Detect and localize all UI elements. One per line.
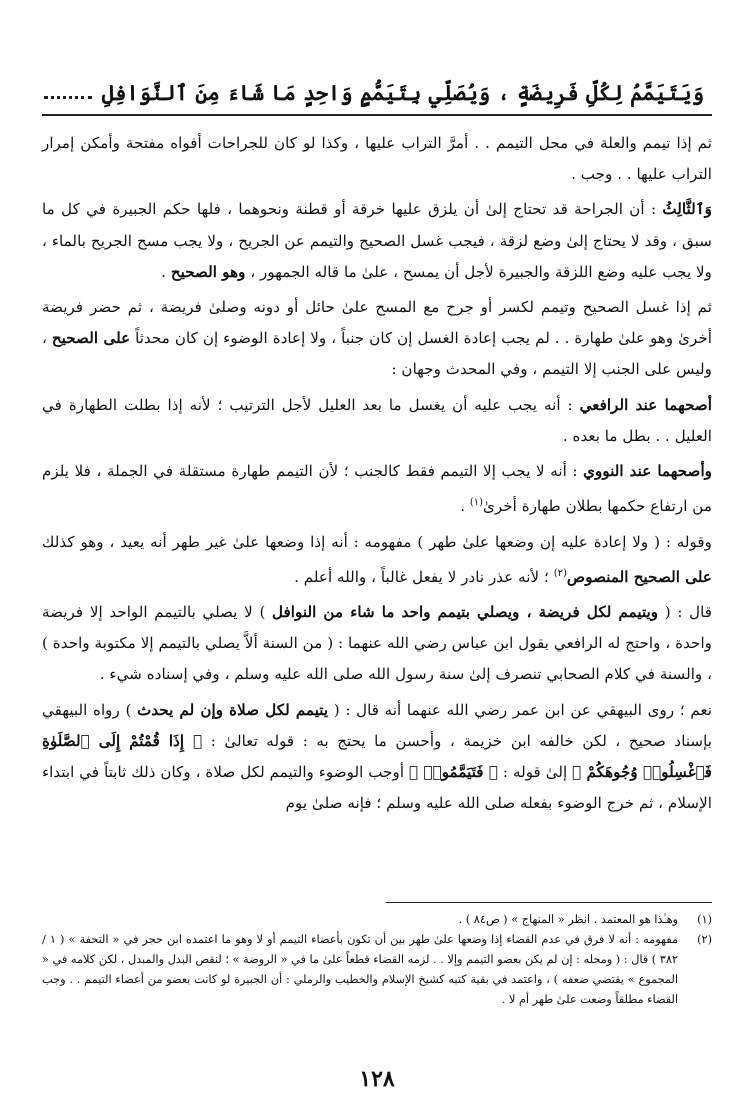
text-run: ) رواه البيهقي بإسناد صحيح ، لكن خالفه ابن خزيمة ، وأحسن ما يحتج به : قوله تعالىٰ : <box>42 700 712 750</box>
footnote-number: (٢) <box>697 933 712 946</box>
bold-text: ﴿ فَتَيَمَّمُوا۟ ﴾ <box>409 762 499 781</box>
text-run: : أنه لا يجب إلا التيمم فقط كالجنب ؛ لأن التيمم طهارة مستقلة في الجملة ، فلا يلزم من ارتفاع حكمها بطلان طهارة أخرىٰ <box>42 462 712 516</box>
footnote-ref: (١) <box>469 497 484 509</box>
paragraph <box>42 527 712 593</box>
running-header <box>44 72 704 112</box>
paragraph <box>42 456 712 522</box>
bold-text: ويتيمم لكل فريضة ، ويصلي بتيمم واحد ما شاء من النوافل <box>272 602 659 621</box>
text-run: ، وليس على الجنب إلا التيمم ، وفي المحدث وجهان : <box>42 329 712 379</box>
text-run: ثم إذا غسل الصحيح وتيمم لكسر أو جرح مع المسح علىٰ حائل أو دونه وصلىٰ فريضة ، ثم حضر فريضة أخرىٰ وهو علىٰ طهارة . . لم يجب إعادة الغسل إن كان جنباً ، ولا إعادة الوضوء إن كان محدثاً <box>42 298 712 348</box>
text-run: إلىٰ قوله : <box>498 762 573 781</box>
header-rule <box>42 114 712 116</box>
bold-text: ﴿ إِذَا قُمْتُمْ إِلَى ٱلصَّلَوٰةِ فَٱغْسِلُوا۟ وُجُوهَكُمْ ﴾ <box>42 731 713 781</box>
header-title: وَيَتَيَمَّمُ لِكُلِّ فَرِيضَةٍ ، وَيُصَلِّي بِتَيَمُّمٍ وَاحِدٍ مَا شَاءَ مِنَ ٱلنَّوَافِلِ <box>101 79 704 105</box>
text-run: ؛ لأنه عذر نادر لا يفعل غالباً ، والله أعلم . <box>294 567 554 586</box>
footnote-ref: (٢) <box>553 567 567 579</box>
text-run: ) لا يصلي بالتيمم الواحد إلا فريضة واحدة ، واحتج له الرافعي بقول ابن عباس رضي الله عنهما : ( من السنة ألاَّ يصلي بالتيمم إلا مكتوبة واحدة ) ، والسنة في كلام الصحابي تنصرف إلىٰ سنة رسول الله صلى الله عليه وسلم ، وفي إسناده شيء . <box>42 602 712 684</box>
page-number: ١٢٨ <box>359 1066 395 1092</box>
paragraph <box>42 695 712 820</box>
paragraph <box>42 597 712 691</box>
footnote-text: مفهومه : أنه لا فرق في عدم القضاء إذا وضعها علىٰ طهر بين أن تكون بأعضاء التيمم أو لا وهو ما اعتمده ابن حجر في « التحفة » ( ١ / ٣٨٢ ) قال : ( ومحله : إن لم يكن بعضو التيمم وإلا . . لزمه القضاء قطعاً علىٰ ما في « الروضة » ؛ لنقص البدل والمبدل ، لكن كلامه في « المجموع » يقتضي ضعفه ) ، واعتمد في بقية كتبه كشيخ الإسلام والخطيب والرملي : أن الجبيرة لو كانت بعضو من أعضاء التيمم . . وجب القضاء مطلقاً وضعت علىٰ طهر أم لا . <box>42 933 679 1006</box>
paragraph <box>42 292 712 386</box>
paragraph <box>42 390 712 452</box>
bold-text: أصحهما عند الرافعي <box>579 395 712 414</box>
text-run: قال : ( <box>658 602 712 621</box>
bold-text: وأصحهما عند النووي <box>583 462 712 481</box>
bold-text: على الصحيح المنصوص <box>566 567 712 586</box>
text-run: : أنه يجب عليه أن يغسل ما بعد العليل لأجل الترتيب ؛ لأنه إذا بطلت الطهارة في العليل . . بطل ما بعده . <box>42 395 712 445</box>
footnote-number: (١) <box>697 913 712 926</box>
main-text <box>42 128 712 823</box>
text-run: . <box>460 497 470 516</box>
footnotes <box>42 910 712 1010</box>
footnote-text: وهـٰذا هو المعتمد . انظر « المنهاج » ( ص٨٤ ) . <box>458 913 678 926</box>
footnote <box>42 910 712 930</box>
text-run: ثم إذا تيمم والعلة في محل التيمم . . أمرَّ التراب عليها ، وكذا لو كان للجراحات أفواه مفتحة وأمكن إمرار التراب عليها . . وجب . <box>42 134 712 184</box>
text-run: : أن الجراحة قد تحتاج إلىٰ أن يلزق عليها خرقة أو قطنة ونحوهما ، فلها حكم الجبيرة في كل ما سبق ، وقد لا يحتاج إلىٰ وضع لزقة ، فيجب غسل الصحيح والتيمم عن الجريح ، ولا يجب مسح الجريح بالماء ، ولا يجب عليه وضع اللزقة والجبيرة لأجل أن يمسح ، علىٰ ما قاله الجمهور ، <box>42 200 712 281</box>
text-run: نعم ؛ روى البيهقي عن ابن عمر رضي الله عنهما أنه قال : ( <box>328 700 712 719</box>
text-run: أوجب الوضوء والتيمم لكل صلاة ، وكان ذلك ثابتاً في ابتداء الإسلام ، ثم خرج الوضوء بفعله صلى الله عليه وسلم ؛ فإنه صلىٰ يوم <box>42 762 712 813</box>
header-dotted-leader <box>44 86 92 99</box>
text-run: وقوله : ( ولا إعادة عليه إن وضعها علىٰ طهر ) مفهومه : أنه إذا وضعها علىٰ غير طهر أنه يعيد ، وهو كذلك <box>42 532 712 551</box>
paragraph <box>42 128 712 190</box>
bold-text: يتيمم لكل صلاة وإن لم يحدث <box>137 700 329 719</box>
paragraph <box>42 194 712 288</box>
bold-text: وَٱلثَّالِثُ <box>662 200 712 219</box>
footnote-rule <box>386 902 712 903</box>
bold-text: على الصحيح <box>51 329 131 348</box>
bold-text: وهو الصحيح <box>170 262 246 281</box>
footnote <box>42 930 712 1010</box>
text-run: . <box>161 262 171 281</box>
